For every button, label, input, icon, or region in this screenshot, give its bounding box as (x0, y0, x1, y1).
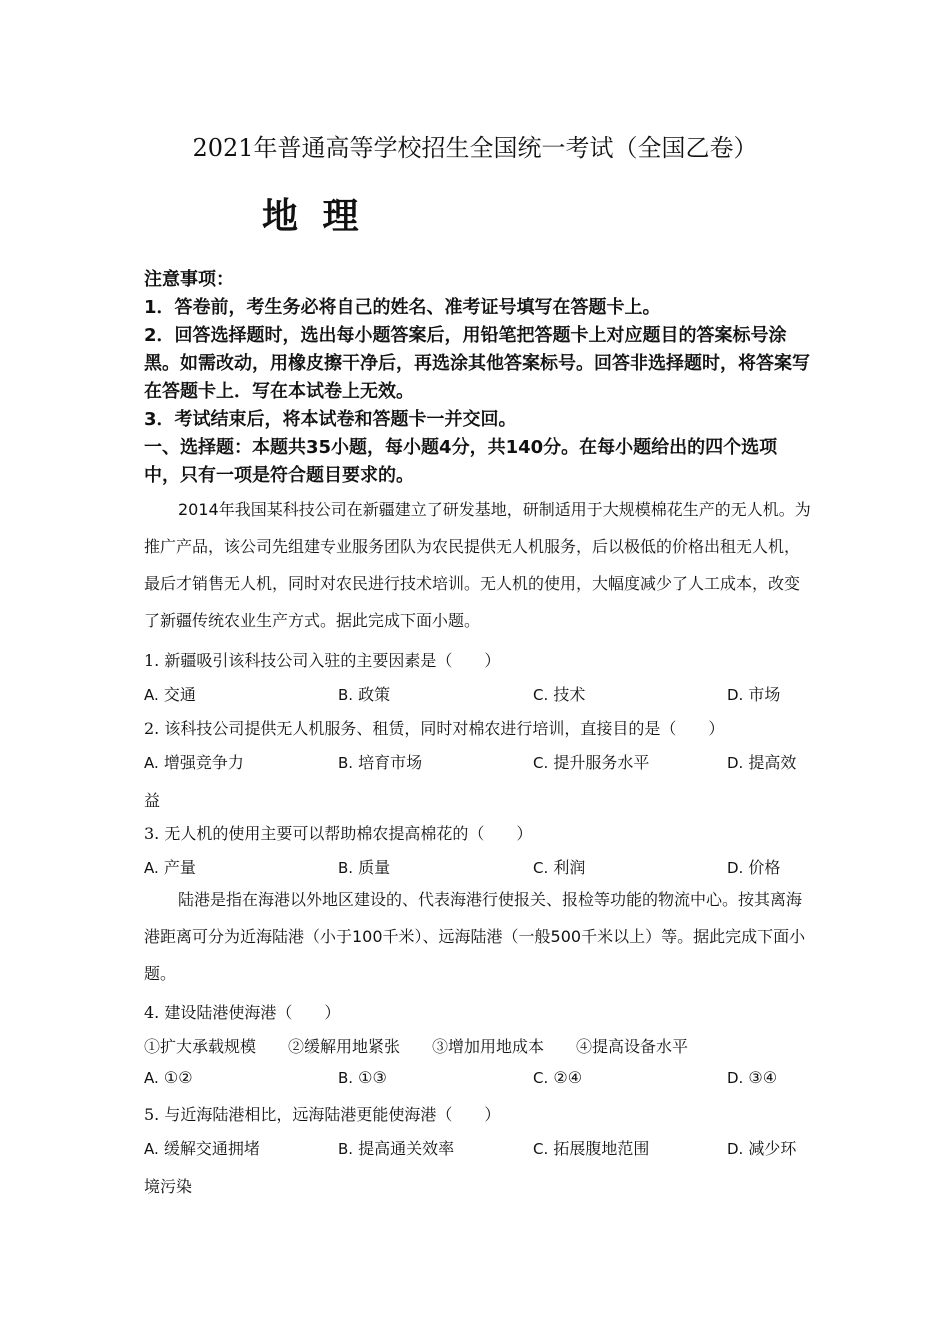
option-b: B. 政策 (338, 685, 391, 704)
option-c: C. ②④ (533, 1068, 583, 1087)
option-wrap: 境污染 (144, 1177, 193, 1196)
note-item: 1．答卷前，考生务必将自己的姓名、准考证号填写在答题卡上。 (144, 297, 661, 318)
option-d: D. ③④ (727, 1068, 778, 1087)
question-stem: 1. 新疆吸引该科技公司入驻的主要因素是（ ） (144, 651, 501, 670)
option-d: D. 提高效 (727, 753, 797, 772)
subject-title: 地 理 (262, 196, 365, 237)
option-a: A. ①② (144, 1068, 193, 1087)
option-a: A. 交通 (144, 685, 196, 704)
option-d: D. 价格 (727, 858, 781, 877)
option-b: B. 提高通关效率 (338, 1139, 455, 1158)
passage-2: 陆港是指在海港以外地区建设的、代表海港行使报关、报检等功能的物流中心。按其离海港距离可分为近海陆港（小于100千米）、远海陆港（一般500千米以上）等。据此完成下面小题。 (144, 890, 806, 983)
option-c: C. 技术 (533, 685, 586, 704)
question-stem: 5. 与近海陆港相比，远海陆港更能使海港（ ） (144, 1105, 501, 1124)
note-item: 2．回答选择题时，选出每小题答案后，用铅笔把答题卡上对应题目的答案标号涂黑。如需改动，用橡皮擦干净后，再选涂其他答案标号。回答非选择题时，将答案写在答题卡上．写在本试卷上无效。 (144, 325, 810, 402)
option-a: A. 产量 (144, 858, 196, 877)
option-a: A. 增强竞争力 (144, 753, 244, 772)
question-stem: 2. 该科技公司提供无人机服务、租赁，同时对棉农进行培训，直接目的是（ ） (144, 719, 725, 738)
exam-title: 2021年普通高等学校招生全国统一考试（全国乙卷） (192, 134, 758, 162)
question-choices: ①扩大承载规模 ②缓解用地紧张 ③增加用地成本 ④提高设备水平 (144, 1037, 689, 1056)
option-c: C. 利润 (533, 858, 586, 877)
section-heading: 一、选择题：本题共35小题，每小题4分，共140分。在每小题给出的四个选项中，只有一项是符合题目要求的。 (144, 437, 778, 486)
notes-block (144, 266, 812, 490)
question-stem: 3. 无人机的使用主要可以帮助棉农提高棉花的（ ） (144, 824, 533, 843)
question-stem: 4. 建设陆港使海港（ ） (144, 1003, 341, 1022)
note-item: 3．考试结束后，将本试卷和答题卡一并交回。 (144, 409, 517, 430)
notes-heading: 注意事项： (144, 269, 234, 290)
option-d: D. 减少环 (727, 1139, 797, 1158)
option-c: C. 拓展腹地范围 (533, 1139, 650, 1158)
passage-1: 2014年我国某科技公司在新疆建立了研发基地，研制适用于大规模棉花生产的无人机。为推广产品，该公司先组建专业服务团队为农民提供无人机服务，后以极低的价格出租无人机，最后才销售无人机，同时对农民进行技术培训。无人机的使用，大幅度减少了人工成本，改变了新疆传统农业生产方式。据此完成下面小题。 (144, 500, 811, 630)
option-b: B. ①③ (338, 1068, 387, 1087)
option-d: D. 市场 (727, 685, 781, 704)
option-c: C. 提升服务水平 (533, 753, 650, 772)
option-a: A. 缓解交通拥堵 (144, 1139, 260, 1158)
option-b: B. 培育市场 (338, 753, 423, 772)
option-b: B. 质量 (338, 858, 391, 877)
option-wrap: 益 (144, 791, 161, 810)
